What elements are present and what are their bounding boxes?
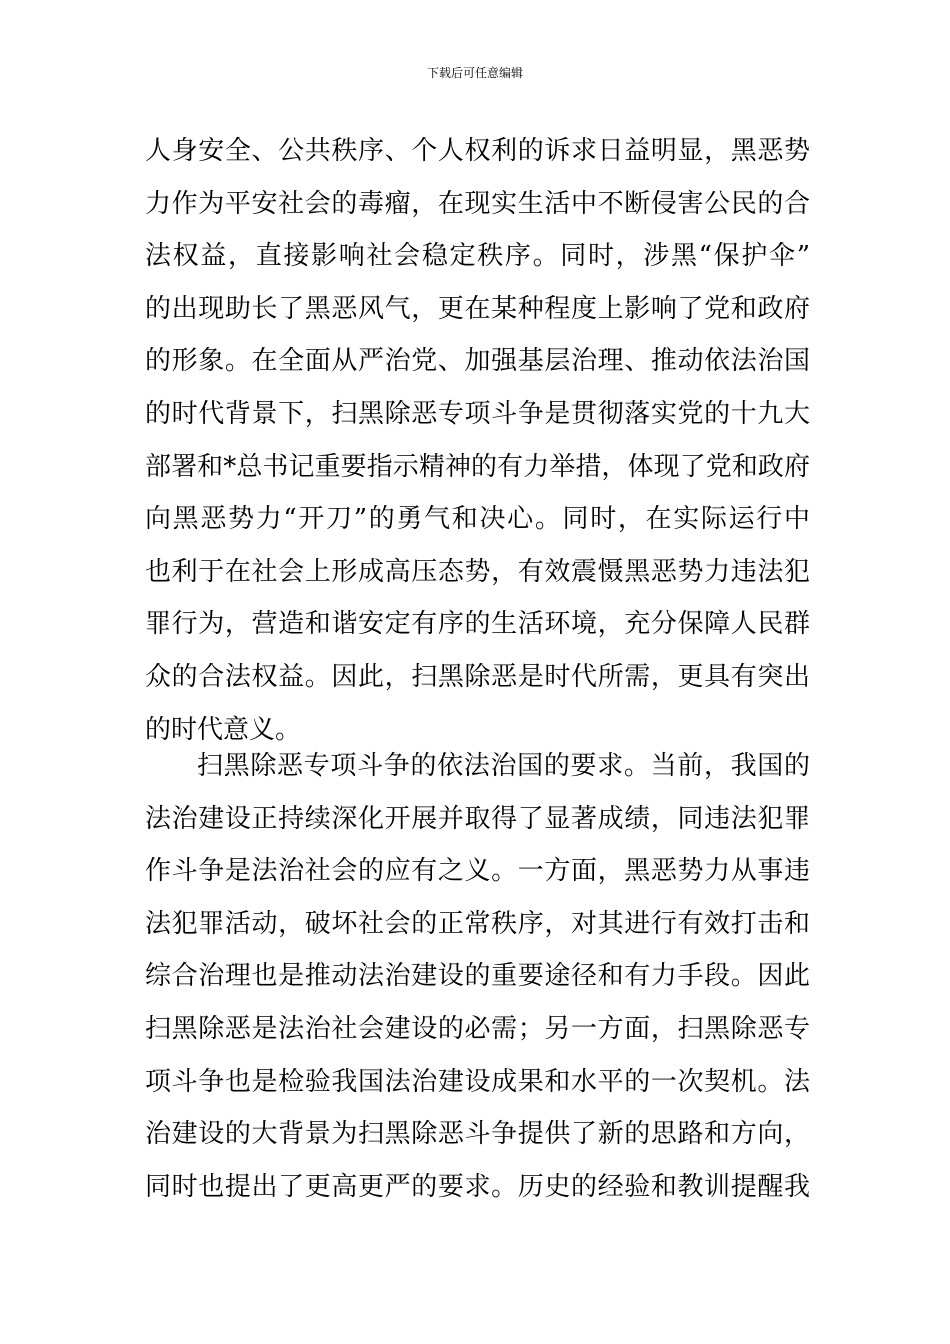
paragraph-line: 的时代背景下，扫黑除恶专项斗争是贯彻落实党的十九大	[145, 398, 810, 429]
paragraph-line: 也利于在社会上形成高压态势，有效震慑黑恶势力违法犯	[145, 556, 810, 587]
paragraph-line: 的时代意义。	[145, 714, 302, 745]
paragraph-line: 罪行为，营造和谐安定有序的生活环境，充分保障人民群	[145, 609, 810, 640]
paragraph-line: 项斗争也是检验我国法治建设成果和水平的一次契机。法	[145, 1066, 810, 1097]
paragraph-line: 力作为平安社会的毒瘤，在现实生活中不断侵害公民的合	[145, 188, 810, 219]
paragraph-line: 的形象。在全面从严治党、加强基层治理、推动依法治国	[145, 346, 810, 377]
paragraph-2	[145, 740, 810, 1213]
paragraph-line: 法治建设正持续深化开展并取得了显著成绩，同违法犯罪	[145, 803, 810, 834]
page-header: 下载后可任意编辑	[426, 66, 523, 80]
paragraph-line: 治建设的大背景为扫黑除恶斗争提供了新的思路和方向，	[145, 1119, 810, 1150]
paragraph-1	[145, 125, 810, 756]
paragraph-line: 的出现助长了黑恶风气，更在某种程度上影响了党和政府	[145, 293, 810, 324]
paragraph-line: 作斗争是法治社会的应有之义。一方面，黑恶势力从事违	[145, 856, 810, 887]
paragraph-line: 人身安全、公共秩序、个人权利的诉求日益明显，黑恶势	[145, 136, 810, 166]
paragraph-line: 综合治理也是推动法治建设的重要途径和有力手段。因此	[145, 961, 810, 992]
paragraph-line: 同时也提出了更高更严的要求。历史的经验和教训提醒我	[145, 1171, 810, 1202]
paragraph-line: 众的合法权益。因此，扫黑除恶是时代所需，更具有突出	[145, 661, 810, 692]
paragraph-line: 扫黑除恶是法治社会建设的必需；另一方面，扫黑除恶专	[145, 1013, 810, 1044]
paragraph-line: 法权益，直接影响社会稳定秩序。同时，涉黑“保护伞”	[145, 241, 810, 272]
paragraph-line: 扫黑除恶专项斗争的依法治国的要求。当前，我国的	[197, 751, 810, 781]
paragraph-line: 向黑恶势力“开刀”的勇气和决心。同时，在实际运行中	[145, 504, 810, 535]
paragraph-line: 部署和*总书记重要指示精神的有力举措，体现了党和政府	[145, 451, 810, 482]
paragraph-line: 法犯罪活动，破坏社会的正常秩序，对其进行有效打击和	[145, 908, 810, 939]
